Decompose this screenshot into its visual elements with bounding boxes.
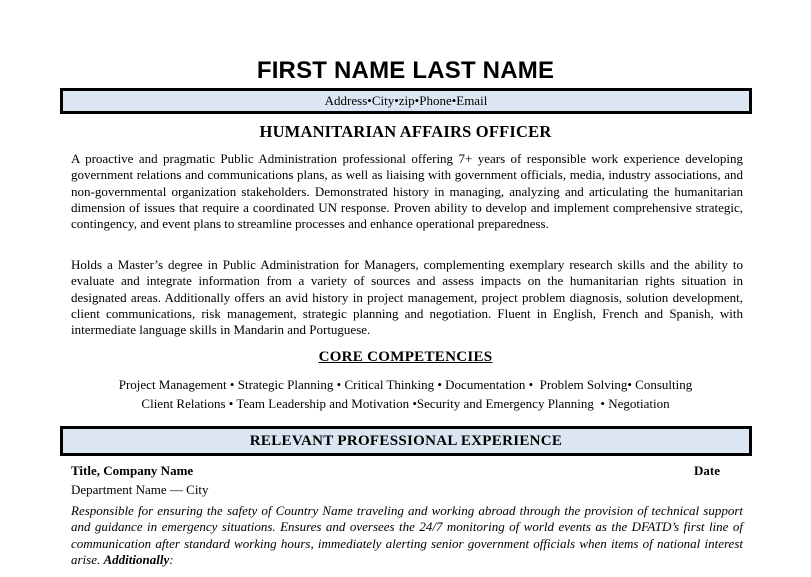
competencies-line-1: Project Management • Strategic Planning • Critical Thinking • Documentation • Problem Solving• Consulting: [118, 377, 693, 392]
job-description-bold: Additionally: [103, 551, 170, 567]
experience-heading-bar: RELEVANT PROFESSIONAL EXPERIENCE: [60, 426, 752, 456]
job-description-text: Responsible for ensuring the safety of Country Name traveling and working abroad through the provision of technical support and guidance in emergency situations. Ensures and oversees the 24/7 monitoring of world events as the DFATD’s first line of communication after standard working hours, immediately alerting senior government officials when items of national interest arise.: [71, 503, 743, 567]
job-title: HUMANITARIAN AFFAIRS OFFICER: [259, 122, 552, 141]
candidate-name: FIRST NAME LAST NAME: [256, 57, 555, 84]
department-city: Department Name — City: [71, 482, 209, 497]
job-title-company: Title, Company Name: [71, 463, 194, 478]
job-description: [71, 503, 743, 568]
summary-paragraph-1: A proactive and pragmatic Public Administration professional offering 7+ years of responsible work experience developing government relations and communications plans, as well as liaising with government officials, media, industry associations, and non-governmental organization stakeholders. Demonstrated history in managing, analyzing and articulating the humanitarian dimension of issues that require a coordinated UN response. Proven ability to develop and implement comprehensive strategic, contingency, and event plans to streamline processes and enhance operational preparedness.: [71, 151, 743, 232]
job-date: Date: [694, 463, 720, 478]
contact-bar: Address•City•zip•Phone•Email: [60, 88, 752, 114]
job-description-end: :: [169, 551, 174, 567]
core-competencies-heading: [0, 347, 811, 367]
core-competencies-heading-text: CORE COMPETENCIES: [318, 349, 493, 365]
competencies-line-2: Client Relations • Team Leadership and Motivation •Security and Emergency Planning • Negotiation: [141, 396, 670, 411]
job-entry-header: [71, 462, 743, 480]
summary-paragraph-2: Holds a Master’s degree in Public Administration for Managers, complementing exemplary research skills and the ability to evaluate and integrate information from a variety of sources and assess impacts on the humanitarian rights situation in designated areas. Additionally offers an avid history in project management, project problem diagnosis, solution development, client communications, risk management, strategic planning and negotiation. Fluent in English, French and Spanish, with intermediate language skills in Mandarin and Portuguese.: [71, 257, 743, 338]
